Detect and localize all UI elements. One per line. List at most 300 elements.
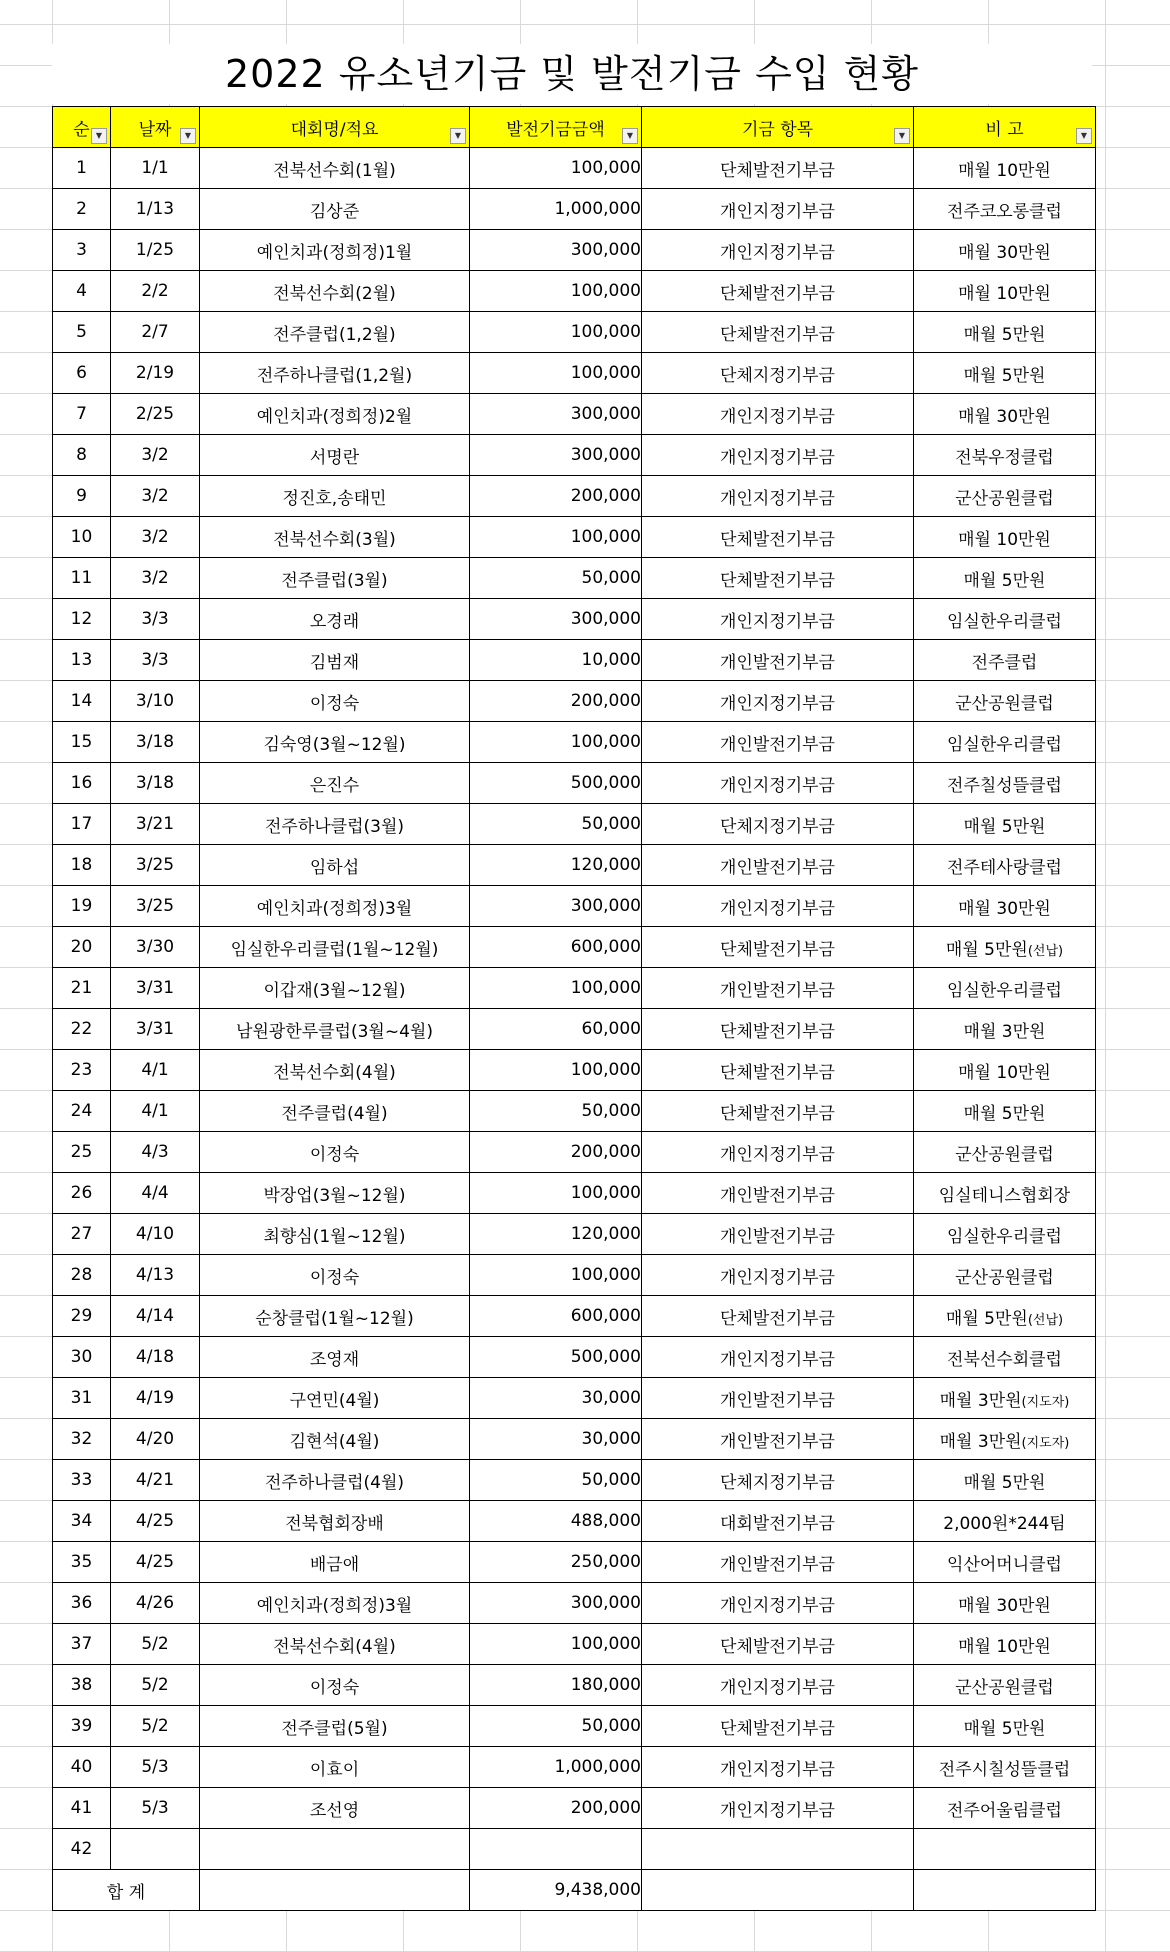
cell-name[interactable]: 조선영 [200, 1788, 470, 1829]
cell-name[interactable]: 이정숙 [200, 1665, 470, 1706]
cell-date[interactable]: 1/13 [111, 189, 200, 230]
cell-note[interactable] [914, 1132, 1096, 1173]
cell-date[interactable]: 3/2 [111, 476, 200, 517]
cell-no[interactable]: 9 [53, 476, 111, 517]
cell-name[interactable]: 예인치과(정희정)3월 [200, 886, 470, 927]
cell-amount[interactable]: 30,000 [470, 1419, 642, 1460]
note-text: 매월 5만원 [963, 1718, 1046, 1739]
table-row [53, 763, 1096, 804]
cell-name[interactable]: 임하섭 [200, 845, 470, 886]
note-text: 임실한우리클럽 [947, 734, 1062, 755]
cell-category[interactable] [642, 1829, 914, 1870]
cell-amount[interactable]: 50,000 [470, 1091, 642, 1132]
note-text: 전주칠성뜰클럽 [947, 775, 1062, 796]
cell-date[interactable]: 4/25 [111, 1501, 200, 1542]
cell-name[interactable]: 전북선수회(2월) [200, 271, 470, 312]
table-row [53, 435, 1096, 476]
cell-name[interactable]: 이정숙 [200, 1132, 470, 1173]
cell-amount[interactable]: 50,000 [470, 804, 642, 845]
cell-date[interactable]: 3/2 [111, 558, 200, 599]
cell-amount[interactable]: 200,000 [470, 1132, 642, 1173]
cell-category[interactable]: 단체지정기부금 [642, 1460, 914, 1501]
table-row [53, 1501, 1096, 1542]
cell-category[interactable]: 개인지정기부금 [642, 394, 914, 435]
cell-date[interactable] [111, 1829, 200, 1870]
cell-note[interactable] [914, 230, 1096, 271]
filter-dropdown-icon[interactable]: ▼ [450, 128, 466, 144]
cell-name[interactable]: 정진호,송태민 [200, 476, 470, 517]
cell-note[interactable] [914, 1255, 1096, 1296]
cell-no[interactable]: 33 [53, 1460, 111, 1501]
cell-no[interactable]: 5 [53, 312, 111, 353]
filter-dropdown-icon[interactable]: ▼ [622, 128, 638, 144]
cell-date[interactable]: 3/25 [111, 845, 200, 886]
cell-name[interactable]: 예인치과(정희정)2월 [200, 394, 470, 435]
total-label[interactable]: 합 계 [53, 1870, 200, 1911]
cell-amount[interactable]: 300,000 [470, 435, 642, 476]
table-row [53, 1132, 1096, 1173]
cell-no[interactable]: 27 [53, 1214, 111, 1255]
cell-note[interactable] [914, 312, 1096, 353]
cell-no[interactable]: 30 [53, 1337, 111, 1378]
cell-amount[interactable]: 488,000 [470, 1501, 642, 1542]
cell-name[interactable]: 배금애 [200, 1542, 470, 1583]
cell-no[interactable]: 3 [53, 230, 111, 271]
cell-no[interactable]: 21 [53, 968, 111, 1009]
cell-amount[interactable]: 300,000 [470, 599, 642, 640]
cell-note[interactable] [914, 1378, 1096, 1419]
cell-no[interactable]: 4 [53, 271, 111, 312]
cell-name[interactable]: 이정숙 [200, 681, 470, 722]
cell-note[interactable] [914, 189, 1096, 230]
cell-no[interactable]: 14 [53, 681, 111, 722]
cell-amount[interactable]: 100,000 [470, 722, 642, 763]
cell-category[interactable]: 개인발전기부금 [642, 1542, 914, 1583]
cell-name[interactable]: 김상준 [200, 189, 470, 230]
cell-note[interactable] [914, 599, 1096, 640]
cell-date[interactable]: 3/10 [111, 681, 200, 722]
cell-date[interactable]: 4/3 [111, 1132, 200, 1173]
filter-dropdown-icon[interactable]: ▼ [1076, 128, 1092, 144]
cell-note[interactable] [914, 1829, 1096, 1870]
cell-no[interactable]: 7 [53, 394, 111, 435]
cell-date[interactable]: 3/25 [111, 886, 200, 927]
cell-date[interactable]: 1/25 [111, 230, 200, 271]
cell-date[interactable]: 4/13 [111, 1255, 200, 1296]
cell-amount[interactable]: 300,000 [470, 886, 642, 927]
table-row [53, 886, 1096, 927]
table-row [53, 1747, 1096, 1788]
cell-note[interactable] [914, 353, 1096, 394]
cell-amount[interactable]: 50,000 [470, 1460, 642, 1501]
cell-category[interactable]: 개인지정기부금 [642, 763, 914, 804]
cell-name[interactable]: 오경래 [200, 599, 470, 640]
note-text: 매월 5만원 [945, 1308, 1028, 1329]
cell-date[interactable]: 3/2 [111, 517, 200, 558]
cell-no[interactable]: 15 [53, 722, 111, 763]
cell-no[interactable]: 13 [53, 640, 111, 681]
cell-category[interactable]: 단체발전기부금 [642, 1624, 914, 1665]
cell-amount[interactable]: 100,000 [470, 271, 642, 312]
cell-date[interactable]: 1/1 [111, 148, 200, 189]
cell-category[interactable]: 단체발전기부금 [642, 1706, 914, 1747]
cell-no[interactable]: 26 [53, 1173, 111, 1214]
cell-date[interactable]: 4/26 [111, 1583, 200, 1624]
cell-name[interactable]: 전주클럽(1,2월) [200, 312, 470, 353]
cell-name[interactable]: 전주하나클럽(4월) [200, 1460, 470, 1501]
cell-note[interactable] [914, 1665, 1096, 1706]
cell-no[interactable]: 40 [53, 1747, 111, 1788]
table-row [53, 312, 1096, 353]
cell-category[interactable]: 대회발전기부금 [642, 1501, 914, 1542]
cell-date[interactable]: 4/1 [111, 1050, 200, 1091]
cell-name[interactable]: 순창클럽(1월~12월) [200, 1296, 470, 1337]
cell-note[interactable] [914, 517, 1096, 558]
cell-note[interactable] [914, 148, 1096, 189]
filter-dropdown-icon[interactable]: ▼ [180, 128, 196, 144]
cell-name[interactable]: 이갑재(3월~12월) [200, 968, 470, 1009]
header-label: 순 [73, 119, 90, 140]
cell-name[interactable]: 전주클럽(3월) [200, 558, 470, 599]
cell-date[interactable]: 2/25 [111, 394, 200, 435]
cell-name[interactable]: 전주클럽(5월) [200, 1706, 470, 1747]
header-label: 대회명/적요 [290, 119, 379, 140]
cell-category[interactable]: 개인지정기부금 [642, 886, 914, 927]
cell-note[interactable] [914, 394, 1096, 435]
cell-date[interactable]: 5/2 [111, 1706, 200, 1747]
cell-no[interactable]: 10 [53, 517, 111, 558]
cell-note[interactable] [914, 435, 1096, 476]
cell-name[interactable]: 전북선수회(3월) [200, 517, 470, 558]
cell-name[interactable]: 이정숙 [200, 1255, 470, 1296]
cell-category[interactable]: 단체발전기부금 [642, 1296, 914, 1337]
cell-no[interactable]: 24 [53, 1091, 111, 1132]
note-text: 매월 3만원 [939, 1390, 1022, 1411]
cell-category[interactable]: 개인발전기부금 [642, 1378, 914, 1419]
cell-amount[interactable]: 100,000 [470, 312, 642, 353]
total-empty-cell[interactable] [642, 1870, 914, 1911]
cell-category[interactable]: 개인발전기부금 [642, 845, 914, 886]
cell-category[interactable]: 단체발전기부금 [642, 927, 914, 968]
cell-date[interactable]: 3/2 [111, 435, 200, 476]
cell-category[interactable]: 단체지정기부금 [642, 804, 914, 845]
cell-no[interactable]: 8 [53, 435, 111, 476]
cell-amount[interactable]: 300,000 [470, 394, 642, 435]
note-text: 매월 5만원 [963, 365, 1046, 386]
cell-note[interactable] [914, 1460, 1096, 1501]
cell-amount[interactable]: 600,000 [470, 927, 642, 968]
cell-category[interactable]: 개인지정기부금 [642, 1788, 914, 1829]
note-text: 매월 5만원 [963, 1103, 1046, 1124]
cell-category[interactable]: 개인지정기부금 [642, 435, 914, 476]
cell-category[interactable]: 단체발전기부금 [642, 271, 914, 312]
cell-name[interactable]: 최향심(1월~12월) [200, 1214, 470, 1255]
cell-amount[interactable]: 200,000 [470, 476, 642, 517]
table-row [53, 681, 1096, 722]
cell-note[interactable] [914, 927, 1096, 968]
cell-date[interactable]: 4/1 [111, 1091, 200, 1132]
cell-amount[interactable]: 1,000,000 [470, 189, 642, 230]
cell-category[interactable]: 개인발전기부금 [642, 722, 914, 763]
cell-amount[interactable]: 100,000 [470, 1255, 642, 1296]
cell-no[interactable]: 16 [53, 763, 111, 804]
cell-note[interactable] [914, 1583, 1096, 1624]
cell-no[interactable]: 6 [53, 353, 111, 394]
cell-note[interactable] [914, 804, 1096, 845]
cell-no[interactable]: 2 [53, 189, 111, 230]
cell-note[interactable] [914, 1091, 1096, 1132]
total-amount[interactable]: 9,438,000 [470, 1870, 642, 1911]
cell-date[interactable]: 2/2 [111, 271, 200, 312]
cell-category[interactable]: 개인지정기부금 [642, 230, 914, 271]
cell-name[interactable]: 전북선수회(4월) [200, 1050, 470, 1091]
cell-date[interactable]: 4/4 [111, 1173, 200, 1214]
cell-amount[interactable]: 300,000 [470, 230, 642, 271]
cell-date[interactable]: 3/31 [111, 1009, 200, 1050]
cell-category[interactable]: 개인지정기부금 [642, 681, 914, 722]
cell-category[interactable]: 개인발전기부금 [642, 1173, 914, 1214]
cell-date[interactable]: 4/14 [111, 1296, 200, 1337]
cell-note[interactable] [914, 1214, 1096, 1255]
cell-amount[interactable]: 50,000 [470, 558, 642, 599]
cell-no[interactable]: 17 [53, 804, 111, 845]
cell-amount[interactable]: 200,000 [470, 1788, 642, 1829]
cell-amount[interactable]: 10,000 [470, 640, 642, 681]
cell-note[interactable] [914, 1501, 1096, 1542]
cell-amount[interactable]: 600,000 [470, 1296, 642, 1337]
cell-amount[interactable]: 300,000 [470, 1583, 642, 1624]
cell-date[interactable]: 4/20 [111, 1419, 200, 1460]
cell-note[interactable] [914, 1747, 1096, 1788]
cell-note[interactable] [914, 271, 1096, 312]
cell-note[interactable] [914, 1009, 1096, 1050]
note-text: 2,000원*244팀 [943, 1513, 1066, 1534]
cell-no[interactable]: 42 [53, 1829, 111, 1870]
cell-name[interactable]: 전북협회장배 [200, 1501, 470, 1542]
cell-name[interactable]: 김범재 [200, 640, 470, 681]
table-row [53, 271, 1096, 312]
cell-amount[interactable]: 200,000 [470, 681, 642, 722]
cell-note[interactable] [914, 558, 1096, 599]
cell-note[interactable] [914, 1337, 1096, 1378]
cell-category[interactable]: 개인지정기부금 [642, 476, 914, 517]
cell-note[interactable] [914, 1706, 1096, 1747]
cell-no[interactable]: 12 [53, 599, 111, 640]
cell-note[interactable] [914, 1419, 1096, 1460]
cell-category[interactable]: 개인지정기부금 [642, 1583, 914, 1624]
cell-no[interactable]: 29 [53, 1296, 111, 1337]
cell-date[interactable]: 3/3 [111, 599, 200, 640]
cell-amount[interactable]: 120,000 [470, 845, 642, 886]
cell-category[interactable]: 단체지정기부금 [642, 353, 914, 394]
cell-amount[interactable]: 1,000,000 [470, 1747, 642, 1788]
cell-note[interactable] [914, 681, 1096, 722]
cell-date[interactable]: 4/10 [111, 1214, 200, 1255]
cell-name[interactable]: 예인치과(정희정)1월 [200, 230, 470, 271]
cell-amount[interactable]: 100,000 [470, 1050, 642, 1091]
cell-note[interactable] [914, 640, 1096, 681]
table-row [53, 230, 1096, 271]
cell-note[interactable] [914, 476, 1096, 517]
cell-category[interactable]: 단체발전기부금 [642, 1009, 914, 1050]
cell-date[interactable]: 5/2 [111, 1624, 200, 1665]
cell-note[interactable] [914, 1788, 1096, 1829]
cell-no[interactable]: 35 [53, 1542, 111, 1583]
cell-date[interactable]: 4/18 [111, 1337, 200, 1378]
cell-name[interactable]: 김현석(4월) [200, 1419, 470, 1460]
cell-amount[interactable]: 120,000 [470, 1214, 642, 1255]
cell-date[interactable]: 3/18 [111, 722, 200, 763]
cell-amount[interactable]: 100,000 [470, 968, 642, 1009]
cell-name[interactable]: 박장업(3월~12월) [200, 1173, 470, 1214]
cell-no[interactable]: 37 [53, 1624, 111, 1665]
cell-amount[interactable]: 50,000 [470, 1706, 642, 1747]
cell-name[interactable]: 조영재 [200, 1337, 470, 1378]
cell-amount[interactable]: 100,000 [470, 353, 642, 394]
cell-note[interactable] [914, 722, 1096, 763]
cell-note[interactable] [914, 886, 1096, 927]
cell-name[interactable]: 전북선수회(4월) [200, 1624, 470, 1665]
table-row [53, 640, 1096, 681]
cell-category[interactable]: 개인지정기부금 [642, 1132, 914, 1173]
cell-date[interactable]: 5/2 [111, 1665, 200, 1706]
cell-category[interactable]: 개인지정기부금 [642, 599, 914, 640]
table-row [53, 1296, 1096, 1337]
cell-no[interactable]: 28 [53, 1255, 111, 1296]
cell-no[interactable]: 19 [53, 886, 111, 927]
cell-category[interactable]: 개인발전기부금 [642, 1419, 914, 1460]
cell-date[interactable]: 4/25 [111, 1542, 200, 1583]
cell-no[interactable]: 36 [53, 1583, 111, 1624]
cell-date[interactable]: 2/19 [111, 353, 200, 394]
cell-amount[interactable]: 500,000 [470, 1337, 642, 1378]
cell-date[interactable]: 5/3 [111, 1788, 200, 1829]
cell-no[interactable]: 25 [53, 1132, 111, 1173]
cell-no[interactable]: 23 [53, 1050, 111, 1091]
cell-no[interactable]: 22 [53, 1009, 111, 1050]
cell-date[interactable]: 5/3 [111, 1747, 200, 1788]
table-row [53, 1255, 1096, 1296]
cell-note[interactable] [914, 845, 1096, 886]
cell-note[interactable] [914, 1050, 1096, 1091]
cell-note[interactable] [914, 1173, 1096, 1214]
note-suffix: (지도자) [1021, 1435, 1070, 1451]
header-note [914, 107, 1096, 148]
cell-no[interactable]: 38 [53, 1665, 111, 1706]
cell-amount[interactable]: 180,000 [470, 1665, 642, 1706]
filter-dropdown-icon[interactable]: ▼ [894, 128, 910, 144]
cell-category[interactable]: 개인지정기부금 [642, 189, 914, 230]
table-row [53, 394, 1096, 435]
cell-category[interactable]: 단체발전기부금 [642, 517, 914, 558]
note-text: 매월 5만원 [963, 324, 1046, 345]
cell-no[interactable]: 31 [53, 1378, 111, 1419]
cell-category[interactable]: 개인발전기부금 [642, 640, 914, 681]
cell-name[interactable]: 서명란 [200, 435, 470, 476]
cell-date[interactable]: 3/18 [111, 763, 200, 804]
cell-date[interactable]: 2/7 [111, 312, 200, 353]
cell-note[interactable] [914, 968, 1096, 1009]
cell-amount[interactable] [470, 1829, 642, 1870]
cell-date[interactable]: 3/31 [111, 968, 200, 1009]
cell-no[interactable]: 11 [53, 558, 111, 599]
cell-amount[interactable]: 500,000 [470, 763, 642, 804]
cell-category[interactable]: 개인지정기부금 [642, 1337, 914, 1378]
cell-note[interactable] [914, 763, 1096, 804]
cell-amount[interactable]: 100,000 [470, 148, 642, 189]
header-amount [470, 107, 642, 148]
filter-dropdown-icon[interactable]: ▼ [91, 128, 107, 144]
cell-name[interactable]: 전북선수회(1월) [200, 148, 470, 189]
cell-no[interactable]: 34 [53, 1501, 111, 1542]
cell-category[interactable]: 개인발전기부금 [642, 968, 914, 1009]
cell-name[interactable]: 은진수 [200, 763, 470, 804]
cell-category[interactable]: 개인발전기부금 [642, 1214, 914, 1255]
cell-category[interactable]: 단체발전기부금 [642, 1050, 914, 1091]
cell-name[interactable]: 구연민(4월) [200, 1378, 470, 1419]
cell-no[interactable]: 41 [53, 1788, 111, 1829]
cell-amount[interactable]: 30,000 [470, 1378, 642, 1419]
cell-category[interactable]: 단체발전기부금 [642, 312, 914, 353]
total-empty-cell[interactable] [200, 1870, 470, 1911]
cell-name[interactable]: 전주하나클럽(1,2월) [200, 353, 470, 394]
note-text: 군산공원클럽 [955, 693, 1054, 714]
cell-amount[interactable]: 100,000 [470, 1624, 642, 1665]
cell-name[interactable]: 전주클럽(4월) [200, 1091, 470, 1132]
cell-name[interactable]: 전주하나클럽(3월) [200, 804, 470, 845]
cell-name[interactable]: 임실한우리클럽(1월~12월) [200, 927, 470, 968]
cell-date[interactable]: 4/19 [111, 1378, 200, 1419]
cell-amount[interactable]: 100,000 [470, 517, 642, 558]
cell-name[interactable]: 남원광한루클럽(3월~4월) [200, 1009, 470, 1050]
cell-no[interactable]: 20 [53, 927, 111, 968]
cell-no[interactable]: 39 [53, 1706, 111, 1747]
cell-note[interactable] [914, 1542, 1096, 1583]
cell-date[interactable]: 3/3 [111, 640, 200, 681]
cell-name[interactable]: 예인치과(정희정)3월 [200, 1583, 470, 1624]
cell-note[interactable] [914, 1624, 1096, 1665]
cell-no[interactable]: 1 [53, 148, 111, 189]
cell-amount[interactable]: 60,000 [470, 1009, 642, 1050]
cell-category[interactable]: 개인지정기부금 [642, 1255, 914, 1296]
cell-note[interactable] [914, 1296, 1096, 1337]
cell-date[interactable]: 4/21 [111, 1460, 200, 1501]
cell-name[interactable] [200, 1829, 470, 1870]
cell-category[interactable]: 단체발전기부금 [642, 1091, 914, 1132]
note-suffix: (지도자) [1021, 1394, 1070, 1410]
table-row [53, 845, 1096, 886]
cell-category[interactable]: 개인지정기부금 [642, 1665, 914, 1706]
header-category [642, 107, 914, 148]
note-text: 임실한우리클럽 [947, 980, 1062, 1001]
cell-category[interactable]: 개인지정기부금 [642, 1747, 914, 1788]
cell-category[interactable]: 단체발전기부금 [642, 558, 914, 599]
cell-category[interactable]: 단체발전기부금 [642, 148, 914, 189]
cell-name[interactable]: 이효이 [200, 1747, 470, 1788]
total-empty-cell[interactable] [914, 1870, 1096, 1911]
note-text: 임실한우리클럽 [947, 1226, 1062, 1247]
table-row [53, 1091, 1096, 1132]
table-row [53, 927, 1096, 968]
cell-no[interactable]: 32 [53, 1419, 111, 1460]
cell-date[interactable]: 3/21 [111, 804, 200, 845]
table-row [53, 517, 1096, 558]
cell-date[interactable]: 3/30 [111, 927, 200, 968]
cell-amount[interactable]: 100,000 [470, 1173, 642, 1214]
cell-no[interactable]: 18 [53, 845, 111, 886]
cell-name[interactable]: 김숙영(3월~12월) [200, 722, 470, 763]
cell-amount[interactable]: 250,000 [470, 1542, 642, 1583]
